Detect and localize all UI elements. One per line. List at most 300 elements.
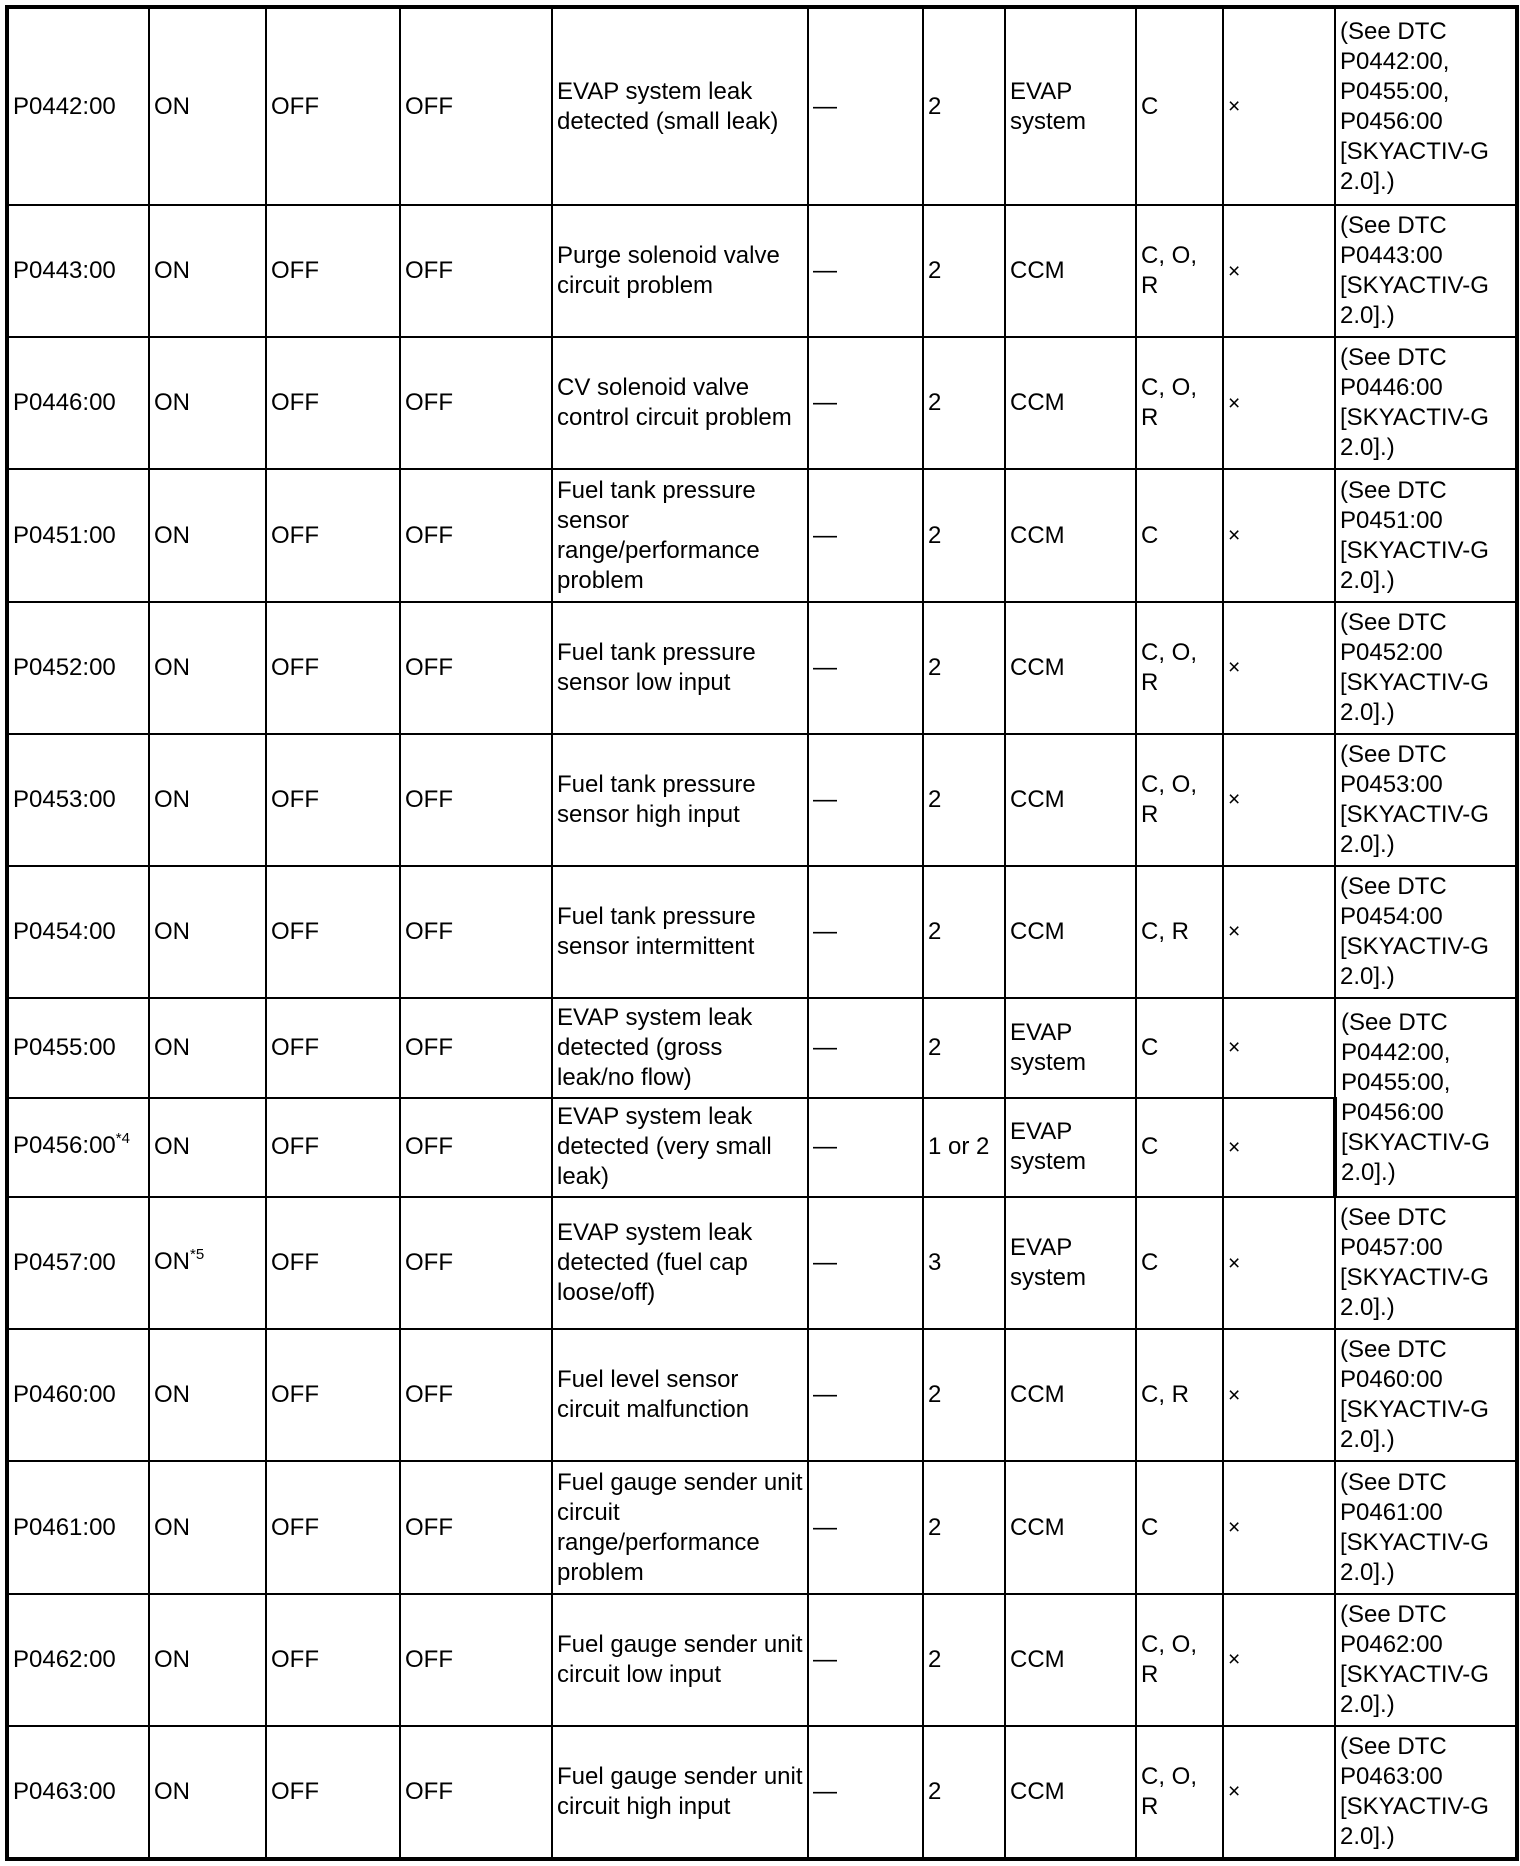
reference-cell (1335, 337, 1517, 469)
monitor-item-cell (1005, 205, 1136, 337)
status-col-3-cell (266, 866, 400, 998)
footnote-marker: *4 (115, 1129, 130, 1147)
mil-status-text: ON (154, 1777, 190, 1805)
drive-cycle-text: 2 (928, 1033, 942, 1061)
dash-mark: — (813, 389, 837, 417)
status-col-3-text: OFF (271, 1133, 319, 1161)
status-col-4-text: OFF (405, 389, 453, 417)
detection-condition-text: CV solenoid valve control circuit problem (557, 374, 792, 432)
fail-safe-cell (808, 734, 923, 866)
status-col-3-cell (266, 734, 400, 866)
reference-text: (See DTC P0460:00 [SKYACTIV-G 2.0].) (1340, 1336, 1489, 1454)
mil-status-text: ON (154, 785, 190, 813)
reference-cell (1335, 469, 1517, 601)
mil-status-cell (149, 602, 266, 734)
monitor-item-cell (1005, 866, 1136, 998)
reference-cell (1335, 734, 1517, 866)
reference-text: (See DTC P0461:00 [SKYACTIV-G 2.0].) (1340, 1468, 1489, 1586)
dtc-code-cell (7, 7, 149, 205)
reference-text: (See DTC P0443:00 [SKYACTIV-G 2.0].) (1340, 212, 1489, 330)
status-col-4-text: OFF (405, 1133, 453, 1161)
mil-status-cell (149, 1461, 266, 1593)
drive-cycle-text: 2 (928, 653, 942, 681)
status-col-3-text: OFF (271, 92, 319, 120)
status-col-4-cell (400, 1726, 552, 1859)
detection-condition-cell (552, 998, 808, 1098)
status-col-4-text: OFF (405, 1513, 453, 1541)
memory-function-cell (1223, 998, 1335, 1098)
self-test-type-cell (1136, 205, 1223, 337)
status-col-4-text: OFF (405, 521, 453, 549)
self-test-type-cell (1136, 1329, 1223, 1461)
dtc-code-text: P0446:00 (13, 389, 116, 417)
fail-safe-cell (808, 7, 923, 205)
memory-function-cell (1223, 337, 1335, 469)
status-col-3-text: OFF (271, 653, 319, 681)
dtc-code-text: P0456:00 (13, 1131, 116, 1159)
drive-cycle-cell (923, 205, 1005, 337)
dtc-code-cell (7, 1461, 149, 1593)
status-col-3-text: OFF (271, 917, 319, 945)
mil-status-text: ON (154, 1513, 190, 1541)
monitor-item-text: CCM (1010, 917, 1065, 945)
reference-text: (See DTC P0463:00 [SKYACTIV-G 2.0].) (1340, 1732, 1489, 1850)
drive-cycle-cell (923, 998, 1005, 1098)
reference-text: (See DTC P0457:00 [SKYACTIV-G 2.0].) (1340, 1204, 1489, 1322)
memory-function-cell (1223, 1461, 1335, 1593)
dtc-code-text: P0453:00 (13, 785, 116, 813)
status-col-4-cell (400, 1461, 552, 1593)
reference-text: (See DTC P0446:00 [SKYACTIV-G 2.0].) (1340, 344, 1489, 462)
status-col-4-cell (400, 1098, 552, 1198)
drive-cycle-text: 2 (928, 389, 942, 417)
dtc-code-cell (7, 866, 149, 998)
monitor-item-text: EVAP system (1010, 77, 1087, 135)
x-mark-icon: × (1228, 788, 1241, 812)
dash-mark: — (813, 1133, 837, 1161)
dtc-code-cell (7, 602, 149, 734)
mil-status-cell (149, 337, 266, 469)
memory-function-cell (1223, 1098, 1335, 1198)
status-col-4-text: OFF (405, 1381, 453, 1409)
table-row (7, 866, 1517, 998)
monitor-item-cell (1005, 1329, 1136, 1461)
detection-condition-text: Fuel tank pressure sensor intermittent (557, 902, 756, 960)
memory-function-cell (1223, 1329, 1335, 1461)
dtc-code-cell (7, 1098, 149, 1198)
dash-mark: — (813, 521, 837, 549)
memory-function-cell (1223, 734, 1335, 866)
self-test-type-cell (1136, 1098, 1223, 1198)
dash-mark: — (813, 1645, 837, 1673)
table-row (7, 1726, 1517, 1859)
self-test-type-cell (1136, 866, 1223, 998)
monitor-item-cell (1005, 734, 1136, 866)
detection-condition-text: EVAP system leak detected (small leak) (557, 77, 779, 135)
monitor-item-cell (1005, 1726, 1136, 1859)
self-test-type-cell (1136, 7, 1223, 205)
status-col-4-text: OFF (405, 653, 453, 681)
drive-cycle-text: 1 or 2 (928, 1133, 990, 1161)
dash-mark: — (813, 1381, 837, 1409)
mil-status-text: ON (154, 1645, 190, 1673)
table-body (7, 7, 1517, 1859)
drive-cycle-text: 2 (928, 1513, 942, 1541)
status-col-3-text: OFF (271, 785, 319, 813)
status-col-3-cell (266, 337, 400, 469)
drive-cycle-cell (923, 1098, 1005, 1198)
mil-status-cell (149, 1197, 266, 1329)
x-mark-icon: × (1228, 1780, 1241, 1804)
drive-cycle-cell (923, 734, 1005, 866)
detection-condition-cell (552, 1461, 808, 1593)
mil-status-text: ON (154, 917, 190, 945)
dash-mark: — (813, 1033, 837, 1061)
self-test-type-text: C (1141, 1133, 1159, 1161)
self-test-type-text: C (1141, 92, 1159, 120)
monitor-item-text: CCM (1010, 653, 1065, 681)
fail-safe-cell (808, 1461, 923, 1593)
fail-safe-cell (808, 205, 923, 337)
reference-text: (See DTC P0462:00 [SKYACTIV-G 2.0].) (1340, 1600, 1489, 1718)
mil-status-text: ON (154, 521, 190, 549)
drive-cycle-text: 2 (928, 1381, 942, 1409)
status-col-3-cell (266, 1197, 400, 1329)
detection-condition-text: Fuel gauge sender unit circuit range/performance problem (557, 1468, 803, 1586)
status-col-4-cell (400, 7, 552, 205)
reference-cell (1335, 998, 1517, 1197)
drive-cycle-text: 2 (928, 1645, 942, 1673)
status-col-3-text: OFF (271, 1645, 319, 1673)
table-row (7, 469, 1517, 601)
x-mark-icon: × (1228, 524, 1241, 547)
dash-mark: — (813, 1249, 837, 1277)
status-col-3-text: OFF (271, 521, 319, 549)
status-col-3-cell (266, 1726, 400, 1859)
status-col-4-cell (400, 1197, 552, 1329)
dtc-code-cell (7, 1197, 149, 1329)
dtc-table (5, 5, 1519, 1861)
status-col-4-text: OFF (405, 1249, 453, 1277)
reference-text: (See DTC P0454:00 [SKYACTIV-G 2.0].) (1340, 872, 1489, 990)
detection-condition-text: Fuel gauge sender unit circuit high input (557, 1762, 803, 1820)
x-mark-icon: × (1228, 1648, 1241, 1672)
fail-safe-cell (808, 1594, 923, 1726)
fail-safe-cell (808, 602, 923, 734)
detection-condition-cell (552, 602, 808, 734)
self-test-type-text: C, R (1141, 917, 1189, 945)
dtc-code-text: P0455:00 (13, 1033, 116, 1061)
mil-status-text: ON (154, 389, 190, 417)
dtc-code-text: P0452:00 (13, 653, 116, 681)
monitor-item-cell (1005, 1098, 1136, 1198)
status-col-3-text: OFF (271, 1381, 319, 1409)
self-test-type-cell (1136, 998, 1223, 1098)
self-test-type-text: C (1141, 1033, 1159, 1061)
status-col-4-cell (400, 1594, 552, 1726)
monitor-item-text: CCM (1010, 1381, 1065, 1409)
detection-condition-cell (552, 1197, 808, 1329)
reference-cell (1335, 1329, 1517, 1461)
status-col-3-text: OFF (271, 1249, 319, 1277)
status-col-4-text: OFF (405, 785, 453, 813)
detection-condition-text: EVAP system leak detected (fuel cap loose/off) (557, 1219, 753, 1307)
drive-cycle-text: 2 (928, 1777, 942, 1805)
monitor-item-cell (1005, 7, 1136, 205)
table-row (7, 7, 1517, 205)
fail-safe-cell (808, 1329, 923, 1461)
mil-status-cell (149, 1594, 266, 1726)
status-col-3-cell (266, 998, 400, 1098)
mil-status-cell (149, 1098, 266, 1198)
detection-condition-cell (552, 734, 808, 866)
self-test-type-text: C, O, R (1141, 242, 1198, 300)
x-mark-icon: × (1228, 1036, 1241, 1060)
self-test-type-cell (1136, 1594, 1223, 1726)
dtc-code-cell (7, 734, 149, 866)
mil-status-cell (149, 1726, 266, 1859)
self-test-type-cell (1136, 1726, 1223, 1859)
self-test-type-text: C, O, R (1141, 1630, 1198, 1688)
detection-condition-cell (552, 1329, 808, 1461)
monitor-item-cell (1005, 1197, 1136, 1329)
status-col-3-text: OFF (271, 1513, 319, 1541)
self-test-type-cell (1136, 602, 1223, 734)
fail-safe-cell (808, 337, 923, 469)
status-col-3-text: OFF (271, 389, 319, 417)
drive-cycle-cell (923, 7, 1005, 205)
status-col-4-cell (400, 337, 552, 469)
mil-status-text: ON (154, 1247, 190, 1275)
detection-condition-text: Fuel tank pressure sensor low input (557, 638, 756, 696)
self-test-type-text: C, R (1141, 1381, 1189, 1409)
self-test-type-cell (1136, 1461, 1223, 1593)
self-test-type-cell (1136, 1197, 1223, 1329)
dtc-code-text: P0462:00 (13, 1645, 116, 1673)
status-col-4-text: OFF (405, 1777, 453, 1805)
dtc-code-cell (7, 205, 149, 337)
table-row (7, 337, 1517, 469)
drive-cycle-cell (923, 866, 1005, 998)
dtc-code-text: P0454:00 (13, 917, 116, 945)
drive-cycle-text: 2 (928, 92, 942, 120)
status-col-3-text: OFF (271, 1777, 319, 1805)
dtc-code-text: P0442:00 (13, 92, 116, 120)
drive-cycle-text: 2 (928, 521, 942, 549)
monitor-item-cell (1005, 337, 1136, 469)
detection-condition-cell (552, 7, 808, 205)
mil-status-cell (149, 469, 266, 601)
table-row (7, 602, 1517, 734)
detection-condition-text: Purge solenoid valve circuit problem (557, 242, 780, 300)
x-mark-icon: × (1228, 1135, 1241, 1159)
status-col-3-cell (266, 1461, 400, 1593)
detection-condition-cell (552, 205, 808, 337)
mil-status-cell (149, 7, 266, 205)
detection-condition-text: Fuel tank pressure sensor high input (557, 770, 756, 828)
status-col-4-cell (400, 1329, 552, 1461)
dtc-code-cell (7, 1726, 149, 1859)
reference-text: (See DTC P0442:00, P0455:00, P0456:00 [SKYACTIV-G 2.0].) (1340, 17, 1489, 195)
status-col-3-cell (266, 1594, 400, 1726)
table-row (7, 205, 1517, 337)
dash-mark: — (813, 653, 837, 681)
reference-cell (1335, 7, 1517, 205)
self-test-type-cell (1136, 734, 1223, 866)
mil-status-text: ON (154, 1381, 190, 1409)
detection-condition-text: Fuel gauge sender unit circuit low input (557, 1630, 803, 1688)
reference-cell (1335, 1197, 1517, 1329)
drive-cycle-text: 2 (928, 917, 942, 945)
status-col-4-cell (400, 998, 552, 1098)
monitor-item-text: EVAP system (1010, 1118, 1087, 1176)
detection-condition-text: Fuel level sensor circuit malfunction (557, 1366, 750, 1424)
monitor-item-cell (1005, 1461, 1136, 1593)
table-row (7, 998, 1517, 1098)
self-test-type-text: C (1141, 1249, 1159, 1277)
dtc-code-text: P0457:00 (13, 1249, 116, 1277)
mil-status-cell (149, 998, 266, 1098)
monitor-item-text: CCM (1010, 1513, 1065, 1541)
dtc-code-cell (7, 337, 149, 469)
monitor-item-cell (1005, 998, 1136, 1098)
fail-safe-cell (808, 1197, 923, 1329)
memory-function-cell (1223, 1197, 1335, 1329)
dtc-code-cell (7, 1594, 149, 1726)
table-row (7, 1098, 1517, 1198)
self-test-type-text: C, O, R (1141, 1762, 1198, 1820)
status-col-4-text: OFF (405, 1033, 453, 1061)
reference-cell (1335, 1594, 1517, 1726)
memory-function-cell (1223, 205, 1335, 337)
monitor-item-text: CCM (1010, 1645, 1065, 1673)
dtc-code-text: P0461:00 (13, 1513, 116, 1541)
reference-text: (See DTC P0451:00 [SKYACTIV-G 2.0].) (1340, 476, 1489, 594)
status-col-3-cell (266, 205, 400, 337)
status-col-4-cell (400, 469, 552, 601)
x-mark-icon: × (1228, 656, 1241, 680)
mil-status-cell (149, 734, 266, 866)
dash-mark: — (813, 92, 837, 120)
dash-mark: — (813, 785, 837, 813)
drive-cycle-cell (923, 1594, 1005, 1726)
mil-status-text: ON (154, 257, 190, 285)
dtc-code-text: P0463:00 (13, 1777, 116, 1805)
drive-cycle-text: 2 (928, 257, 942, 285)
drive-cycle-text: 3 (928, 1249, 942, 1277)
x-mark-icon: × (1228, 1383, 1241, 1407)
dtc-code-text: P0443:00 (13, 257, 116, 285)
reference-text: (See DTC P0452:00 [SKYACTIV-G 2.0].) (1340, 608, 1489, 726)
reference-cell (1335, 602, 1517, 734)
dash-mark: — (813, 1513, 837, 1541)
drive-cycle-cell (923, 1197, 1005, 1329)
fail-safe-cell (808, 1098, 923, 1198)
status-col-3-cell (266, 7, 400, 205)
status-col-4-text: OFF (405, 92, 453, 120)
status-col-4-cell (400, 205, 552, 337)
self-test-type-text: C, O, R (1141, 638, 1198, 696)
dtc-code-cell (7, 998, 149, 1098)
memory-function-cell (1223, 1726, 1335, 1859)
table-row (7, 1594, 1517, 1726)
dtc-code-text: P0460:00 (13, 1381, 116, 1409)
self-test-type-cell (1136, 469, 1223, 601)
status-col-4-cell (400, 602, 552, 734)
dtc-code-text: P0451:00 (13, 521, 116, 549)
detection-condition-cell (552, 337, 808, 469)
fail-safe-cell (808, 866, 923, 998)
detection-condition-text: EVAP system leak detected (gross leak/no flow) (557, 1003, 753, 1091)
memory-function-cell (1223, 1594, 1335, 1726)
dash-mark: — (813, 917, 837, 945)
self-test-type-text: C, O, R (1141, 770, 1198, 828)
drive-cycle-cell (923, 1461, 1005, 1593)
monitor-item-text: CCM (1010, 257, 1065, 285)
detection-condition-cell (552, 1594, 808, 1726)
memory-function-cell (1223, 7, 1335, 205)
table-row (7, 1197, 1517, 1329)
memory-function-cell (1223, 602, 1335, 734)
monitor-item-cell (1005, 1594, 1136, 1726)
mil-status-cell (149, 1329, 266, 1461)
status-col-4-cell (400, 866, 552, 998)
dash-mark: — (813, 257, 837, 285)
x-mark-icon: × (1228, 1251, 1241, 1275)
detection-condition-cell (552, 1098, 808, 1198)
drive-cycle-cell (923, 337, 1005, 469)
self-test-type-text: C (1141, 1513, 1159, 1541)
fail-safe-cell (808, 469, 923, 601)
memory-function-cell (1223, 469, 1335, 601)
detection-condition-cell (552, 469, 808, 601)
detection-condition-cell (552, 866, 808, 998)
monitor-item-text: EVAP system (1010, 1018, 1087, 1076)
self-test-type-text: C (1141, 521, 1159, 549)
fail-safe-cell (808, 1726, 923, 1859)
monitor-item-text: CCM (1010, 389, 1065, 417)
dash-mark: — (813, 1777, 837, 1805)
mil-status-text: ON (154, 1133, 190, 1161)
status-col-3-text: OFF (271, 1033, 319, 1061)
mil-status-text: ON (154, 92, 190, 120)
status-col-3-cell (266, 469, 400, 601)
drive-cycle-cell (923, 602, 1005, 734)
monitor-item-cell (1005, 469, 1136, 601)
x-mark-icon: × (1228, 1516, 1241, 1539)
reference-text: (See DTC P0453:00 [SKYACTIV-G 2.0].) (1340, 740, 1489, 858)
x-mark-icon: × (1228, 95, 1241, 119)
status-col-3-cell (266, 1098, 400, 1198)
reference-cell (1335, 1726, 1517, 1859)
status-col-3-cell (266, 602, 400, 734)
detection-condition-text: Fuel tank pressure sensor range/performance problem (557, 476, 760, 594)
footnote-marker: *5 (190, 1245, 205, 1263)
drive-cycle-text: 2 (928, 785, 942, 813)
mil-status-text: ON (154, 653, 190, 681)
status-col-3-cell (266, 1329, 400, 1461)
monitor-item-text: CCM (1010, 1777, 1065, 1805)
monitor-item-text: EVAP system (1010, 1234, 1087, 1292)
table-row (7, 734, 1517, 866)
detection-condition-text: EVAP system leak detected (very small leak) (557, 1103, 772, 1191)
x-mark-icon: × (1228, 391, 1241, 415)
status-col-3-text: OFF (271, 257, 319, 285)
reference-cell (1335, 1461, 1517, 1593)
reference-cell (1335, 205, 1517, 337)
reference-cell (1335, 866, 1517, 998)
monitor-item-cell (1005, 602, 1136, 734)
